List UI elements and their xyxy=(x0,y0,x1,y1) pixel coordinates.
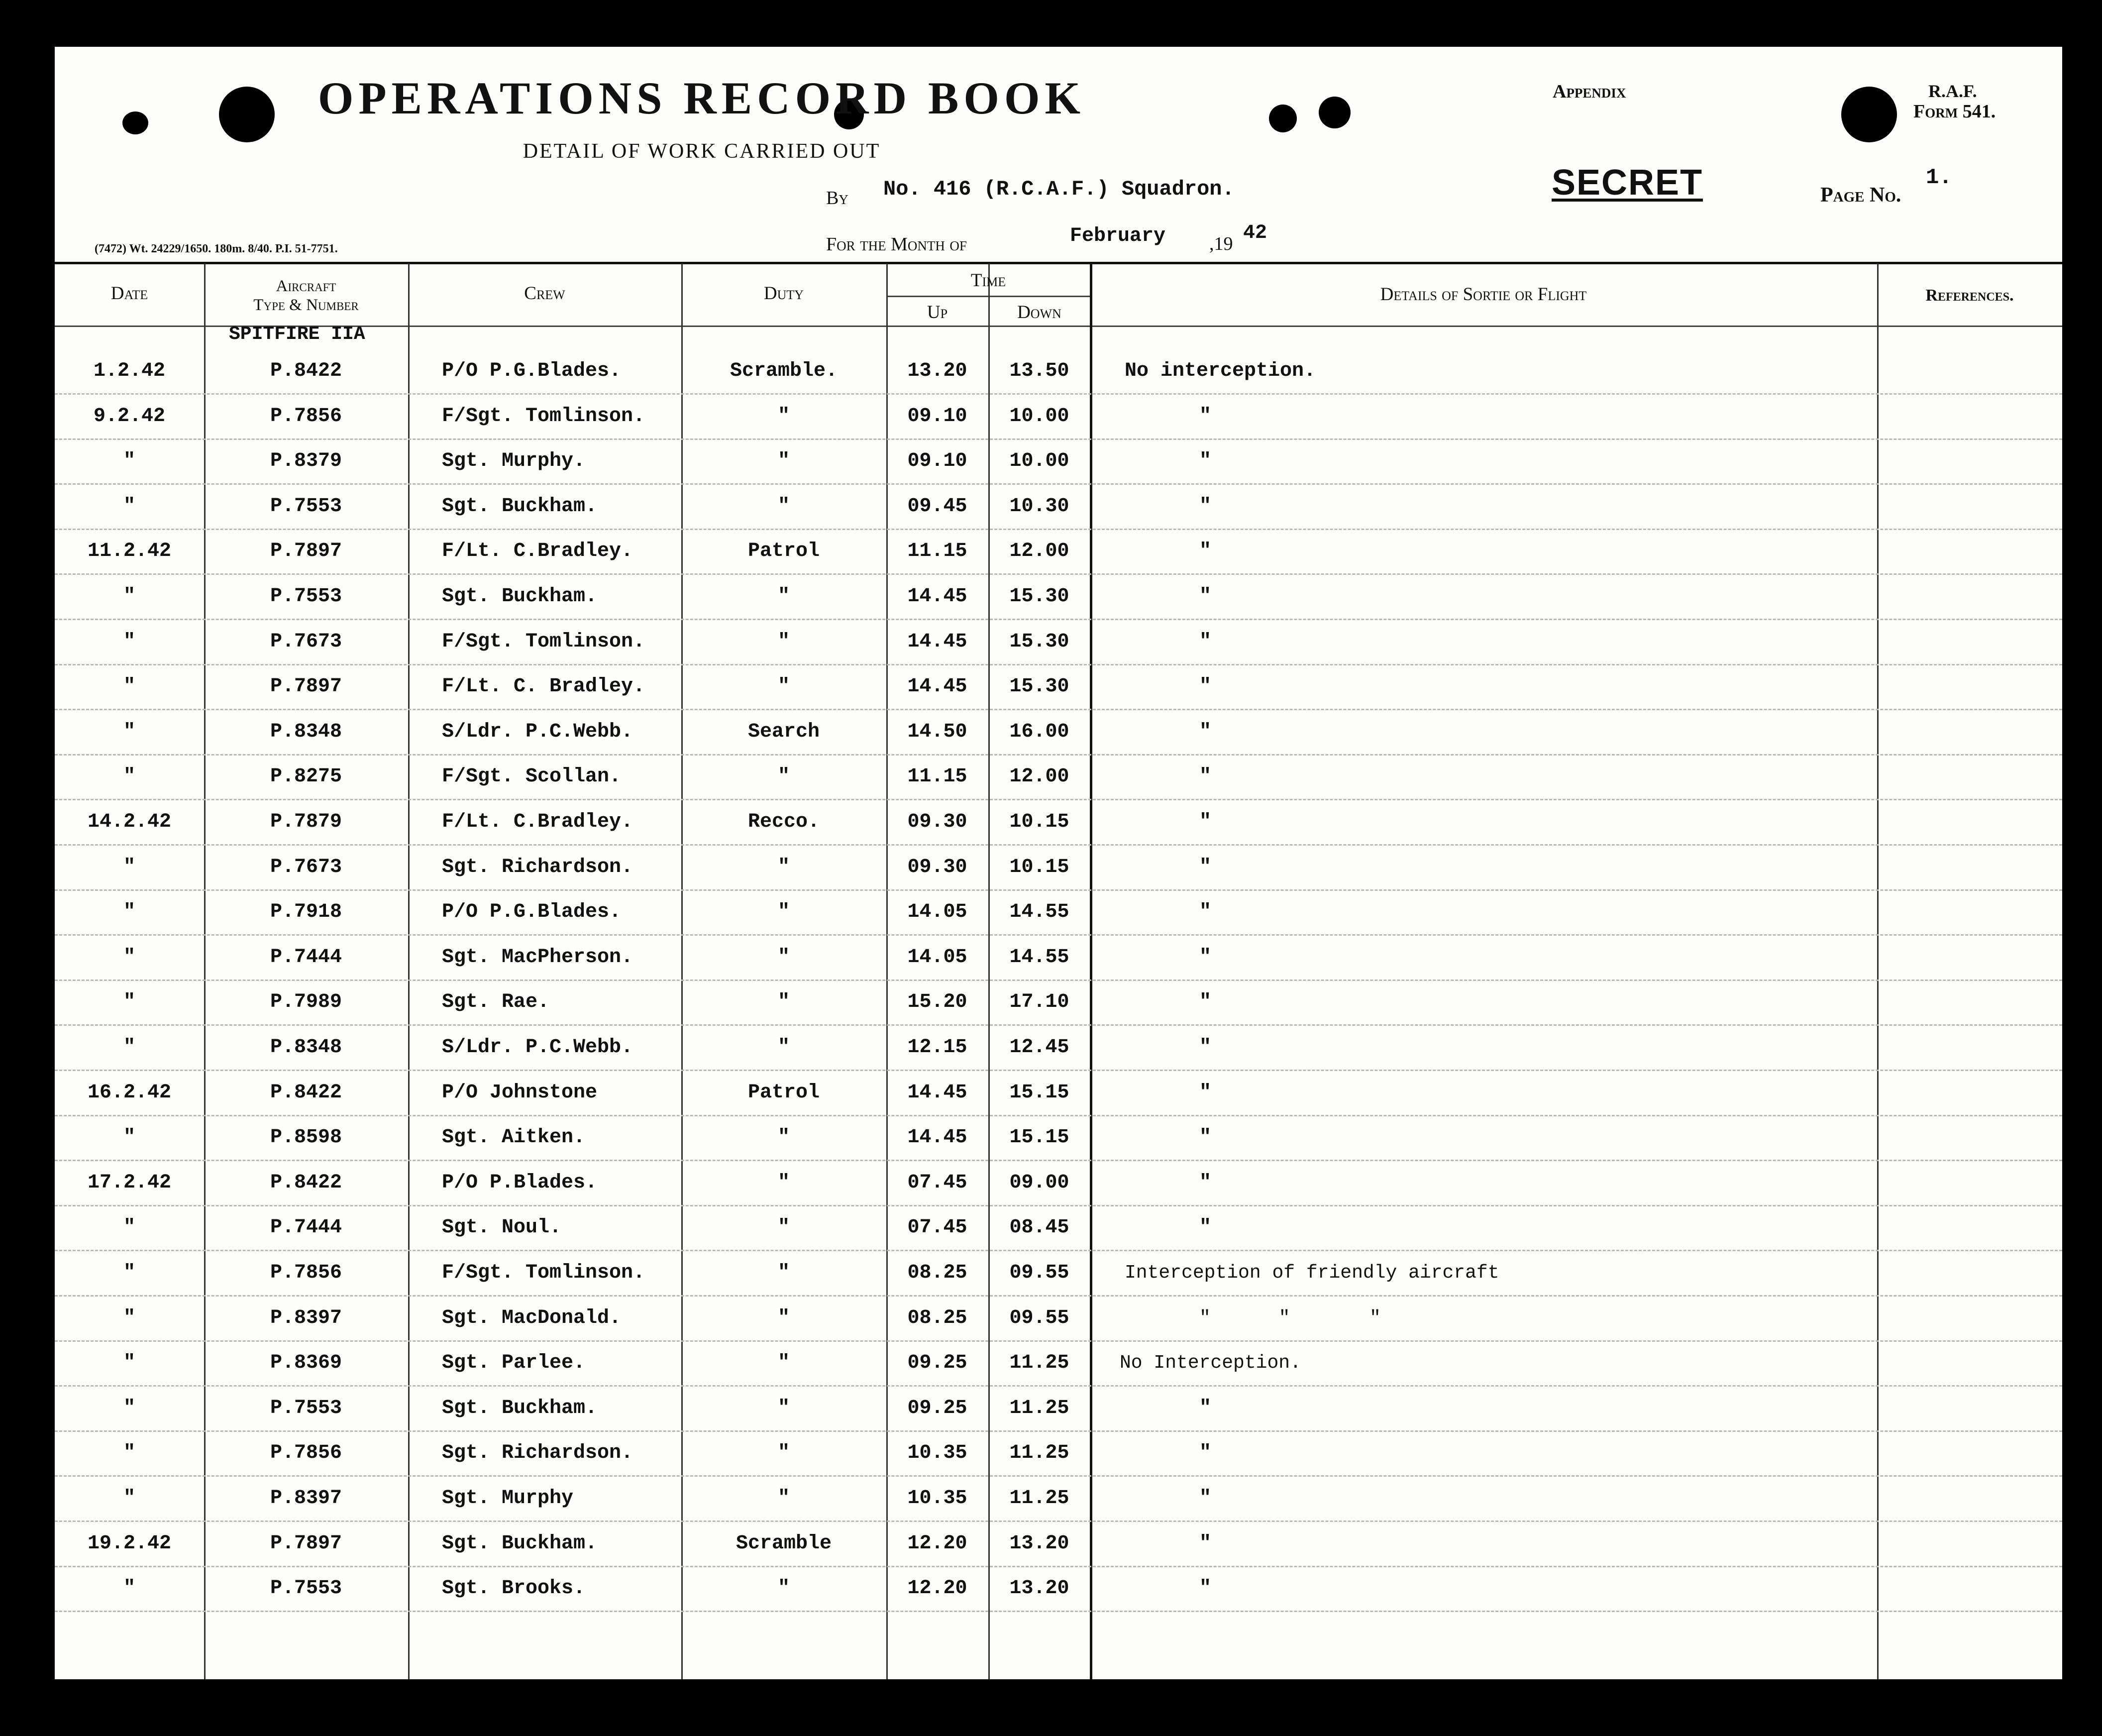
table-row xyxy=(55,1206,2062,1251)
time-down-cell: 09.55 xyxy=(1009,1262,1069,1284)
time-down-cell: 10.00 xyxy=(1009,405,1069,428)
crew-cell: Sgt. Murphy xyxy=(442,1487,574,1510)
duty-cell: " xyxy=(777,1487,790,1510)
print-reference: (7472) Wt. 24229/1650. 180m. 8/40. P.I. 51-7751. xyxy=(95,242,338,255)
date-cell: " xyxy=(123,450,135,472)
details-cell: " xyxy=(1199,585,1212,608)
time-up-cell: 14.45 xyxy=(907,631,967,653)
date-cell: " xyxy=(123,631,135,653)
time-down-cell: 11.25 xyxy=(1009,1352,1069,1374)
header-up: Up xyxy=(927,302,948,323)
details-cell: " xyxy=(1199,856,1212,878)
crew-cell: Sgt. MacDonald. xyxy=(442,1307,622,1329)
squadron-name: No. 416 (R.C.A.F.) Squadron. xyxy=(883,177,1235,201)
aircraft-number-cell: P.7673 xyxy=(270,856,342,878)
duty-cell: " xyxy=(777,1262,790,1284)
time-up-cell: 07.45 xyxy=(907,1172,967,1194)
time-down-cell: 15.30 xyxy=(1009,631,1069,653)
time-down-cell: 13.20 xyxy=(1009,1532,1069,1555)
crew-cell: Sgt. Murphy. xyxy=(442,450,586,472)
table-row xyxy=(55,755,2062,800)
time-down-cell: 10.15 xyxy=(1009,856,1069,878)
time-up-cell: 09.30 xyxy=(907,811,967,833)
date-cell: " xyxy=(123,721,135,743)
aircraft-number-cell: P.8369 xyxy=(270,1352,342,1374)
date-cell: 1.2.42 xyxy=(93,360,166,382)
duty-cell: " xyxy=(777,1397,790,1419)
duty-cell: Search xyxy=(747,721,820,743)
aircraft-number-cell: P.7897 xyxy=(270,540,342,562)
duty-cell: " xyxy=(777,901,790,923)
date-cell: " xyxy=(123,675,135,698)
table-row xyxy=(55,485,2062,530)
crew-cell: F/Sgt. Scollan. xyxy=(442,765,622,788)
date-cell: " xyxy=(123,765,135,788)
aircraft-number-cell: P.7444 xyxy=(270,1216,342,1239)
date-cell: " xyxy=(123,1307,135,1329)
time-up-cell: 15.20 xyxy=(907,991,967,1013)
details-cell: " xyxy=(1199,1577,1212,1600)
date-cell: " xyxy=(123,991,135,1013)
aircraft-number-cell: P.7553 xyxy=(270,1577,342,1600)
aircraft-number-cell: P.7879 xyxy=(270,811,342,833)
time-down-cell: 12.45 xyxy=(1009,1036,1069,1059)
aircraft-number-cell: P.8422 xyxy=(270,1172,342,1194)
date-cell: 9.2.42 xyxy=(93,405,166,428)
crew-cell: Sgt. Parlee. xyxy=(442,1352,586,1374)
table-row xyxy=(55,1071,2062,1116)
date-cell: " xyxy=(123,1577,135,1600)
crew-cell: Sgt. Aitken. xyxy=(442,1126,586,1149)
time-up-cell: 14.05 xyxy=(907,946,967,969)
table-row xyxy=(55,800,2062,846)
date-cell: " xyxy=(123,1036,135,1059)
details-cell: No Interception. xyxy=(1120,1352,1301,1374)
details-cell: " xyxy=(1199,901,1212,923)
aircraft-number-cell: P.7553 xyxy=(270,585,342,608)
duty-cell: Scramble xyxy=(736,1532,832,1555)
details-cell: " xyxy=(1199,540,1212,562)
date-cell: " xyxy=(123,585,135,608)
crew-cell: Sgt. Rae. xyxy=(442,991,550,1013)
aircraft-type: SPITFIRE IIA xyxy=(229,324,365,345)
crew-cell: S/Ldr. P.C.Webb. xyxy=(442,721,633,743)
time-down-cell: 15.15 xyxy=(1009,1126,1069,1149)
duty-cell: Recco. xyxy=(747,811,820,833)
table-row xyxy=(55,1297,2062,1342)
header-crew: Crew xyxy=(524,283,565,304)
duty-cell: " xyxy=(777,405,790,428)
date-cell: 17.2.42 xyxy=(87,1172,172,1194)
aircraft-number-cell: P.7897 xyxy=(270,675,342,698)
table-row xyxy=(55,1251,2062,1297)
date-cell: " xyxy=(123,856,135,878)
details-cell: " xyxy=(1199,1216,1212,1239)
year-prefix: ,19 xyxy=(1209,233,1233,254)
table-row xyxy=(55,1161,2062,1206)
table-row xyxy=(55,349,2062,395)
time-down-cell: 17.10 xyxy=(1009,991,1069,1013)
time-down-cell: 12.00 xyxy=(1009,540,1069,562)
date-cell: " xyxy=(123,901,135,923)
time-down-cell: 16.00 xyxy=(1009,721,1069,743)
time-down-cell: 09.55 xyxy=(1009,1307,1069,1329)
table-row xyxy=(55,439,2062,485)
header-duty: Duty xyxy=(763,283,804,304)
aircraft-number-cell: P.7989 xyxy=(270,991,342,1013)
crew-cell: P/O P.Blades. xyxy=(442,1172,598,1194)
header-details: Details of Sortie or Flight xyxy=(1380,284,1587,305)
crew-cell: F/Sgt. Tomlinson. xyxy=(442,631,645,653)
aircraft-number-cell: P.8348 xyxy=(270,721,342,743)
time-down-cell: 10.15 xyxy=(1009,811,1069,833)
punch-hole-right xyxy=(1841,87,1897,142)
duty-cell: " xyxy=(777,991,790,1013)
table-row xyxy=(55,1431,2062,1477)
time-up-cell: 09.30 xyxy=(907,856,967,878)
details-cell: " xyxy=(1199,1082,1212,1104)
aircraft-number-cell: P.7918 xyxy=(270,901,342,923)
table-row xyxy=(55,395,2062,440)
time-down-cell: 10.30 xyxy=(1009,495,1069,518)
crew-cell: Sgt. MacPherson. xyxy=(442,946,633,969)
crew-cell: F/Lt. C.Bradley. xyxy=(442,540,633,562)
duty-cell: " xyxy=(777,1036,790,1059)
duty-cell: " xyxy=(777,1577,790,1600)
date-cell: 19.2.42 xyxy=(87,1532,172,1555)
aircraft-number-cell: P.7444 xyxy=(270,946,342,969)
details-cell: " xyxy=(1199,765,1212,788)
time-down-cell: 10.00 xyxy=(1009,450,1069,472)
duty-cell: " xyxy=(777,585,790,608)
duty-cell: " xyxy=(777,765,790,788)
header-aircraft-line2: Type & Number xyxy=(253,296,359,314)
details-cell: " xyxy=(1199,495,1212,518)
aircraft-number-cell: P.8275 xyxy=(270,765,342,788)
details-cell: " xyxy=(1199,1036,1212,1059)
duty-cell: Scramble. xyxy=(730,360,838,382)
table-row xyxy=(55,1567,2062,1612)
time-up-cell: 10.35 xyxy=(907,1442,967,1464)
aircraft-number-cell: P.8348 xyxy=(270,1036,342,1059)
details-cell: " xyxy=(1199,675,1212,698)
table-row xyxy=(55,575,2062,620)
page-number-value: 1. xyxy=(1926,165,1952,190)
duty-cell: Patrol xyxy=(747,1082,820,1104)
secret-stamp: SECRET xyxy=(1552,163,1703,203)
details-cell: Interception of friendly aircraft xyxy=(1125,1262,1499,1284)
time-up-cell: 11.15 xyxy=(907,540,967,562)
table-row xyxy=(55,1341,2062,1387)
time-up-cell: 14.45 xyxy=(907,675,967,698)
details-cell: " " " xyxy=(1199,1307,1381,1329)
aircraft-number-cell: P.8422 xyxy=(270,360,342,382)
header-aircraft xyxy=(204,277,408,315)
time-down-cell: 15.15 xyxy=(1009,1082,1069,1104)
details-cell: " xyxy=(1199,811,1212,833)
table-row xyxy=(55,1522,2062,1567)
crew-cell: Sgt. Noul. xyxy=(442,1216,562,1239)
table-row xyxy=(55,1116,2062,1161)
date-cell: " xyxy=(123,1442,135,1464)
time-up-cell: 14.45 xyxy=(907,1126,967,1149)
crew-cell: F/Lt. C.Bradley. xyxy=(442,811,633,833)
time-up-cell: 08.25 xyxy=(907,1307,967,1329)
crew-cell: F/Lt. C. Bradley. xyxy=(442,675,645,698)
duty-cell: " xyxy=(777,1172,790,1194)
time-up-cell: 14.05 xyxy=(907,901,967,923)
month-value: February xyxy=(1070,225,1166,247)
table-row xyxy=(55,530,2062,575)
details-cell: " xyxy=(1199,631,1212,653)
time-down-cell: 12.00 xyxy=(1009,765,1069,788)
table-row xyxy=(55,1477,2062,1522)
time-down-cell: 14.55 xyxy=(1009,901,1069,923)
time-up-cell: 09.45 xyxy=(907,495,967,518)
duty-cell: " xyxy=(777,495,790,518)
header-top-rule xyxy=(55,262,2062,264)
time-down-cell: 15.30 xyxy=(1009,675,1069,698)
table-row xyxy=(55,846,2062,891)
crew-cell: S/Ldr. P.C.Webb. xyxy=(442,1036,633,1059)
details-cell: " xyxy=(1199,1397,1212,1419)
details-cell: " xyxy=(1199,1172,1212,1194)
details-cell: " xyxy=(1199,405,1212,428)
date-cell: " xyxy=(123,1126,135,1149)
aircraft-number-cell: P.7553 xyxy=(270,495,342,518)
year-prefix-digits: 19 xyxy=(1214,233,1233,254)
time-down-cell: 11.25 xyxy=(1009,1397,1069,1419)
raf-label: R.A.F. xyxy=(1928,81,1977,101)
time-up-cell: 09.10 xyxy=(907,450,967,472)
date-cell: " xyxy=(123,495,135,518)
aircraft-number-cell: P.7856 xyxy=(270,1262,342,1284)
crew-cell: Sgt. Buckham. xyxy=(442,495,598,518)
date-cell: 14.2.42 xyxy=(87,811,172,833)
crew-cell: F/Sgt. Tomlinson. xyxy=(442,405,645,428)
time-down-cell: 14.55 xyxy=(1009,946,1069,969)
duty-cell: " xyxy=(777,1442,790,1464)
crew-cell: P/O Johnstone xyxy=(442,1082,598,1104)
crew-cell: Sgt. Buckham. xyxy=(442,1397,598,1419)
time-up-cell: 07.45 xyxy=(907,1216,967,1239)
aircraft-number-cell: P.8379 xyxy=(270,450,342,472)
month-label: For the Month of xyxy=(826,234,967,255)
date-cell: " xyxy=(123,1487,135,1510)
appendix-label: Appendix xyxy=(1553,81,1626,102)
crew-cell: Sgt. Richardson. xyxy=(442,856,633,878)
header-aircraft-line1: Aircraft xyxy=(276,277,336,295)
crew-cell: Sgt. Buckham. xyxy=(442,585,598,608)
details-cell: " xyxy=(1199,721,1212,743)
table-row xyxy=(55,890,2062,936)
duty-cell: " xyxy=(777,856,790,878)
duty-cell: " xyxy=(777,1352,790,1374)
by-label: By xyxy=(826,188,848,209)
details-cell: " xyxy=(1199,1442,1212,1464)
time-down-cell: 11.25 xyxy=(1009,1487,1069,1510)
time-down-cell: 08.45 xyxy=(1009,1216,1069,1239)
duty-cell: Patrol xyxy=(747,540,820,562)
page-title: OPERATIONS RECORD BOOK xyxy=(317,73,1086,123)
aircraft-number-cell: P.7673 xyxy=(270,631,342,653)
time-up-cell: 14.45 xyxy=(907,1082,967,1104)
date-cell: " xyxy=(123,946,135,969)
aircraft-number-cell: P.8422 xyxy=(270,1082,342,1104)
crew-cell: Sgt. Buckham. xyxy=(442,1532,598,1555)
aircraft-number-cell: P.7856 xyxy=(270,1442,342,1464)
date-cell: " xyxy=(123,1352,135,1374)
crew-cell: F/Sgt. Tomlinson. xyxy=(442,1262,645,1284)
header-references: References. xyxy=(1925,286,2014,305)
details-cell: No interception. xyxy=(1125,360,1316,382)
header-time: Time xyxy=(970,270,1006,291)
page-number-label: Page No. xyxy=(1820,184,1901,207)
year-suffix: 42 xyxy=(1243,222,1267,244)
time-up-cell: 11.15 xyxy=(907,765,967,788)
table-row xyxy=(55,1026,2062,1071)
time-down-cell: 13.50 xyxy=(1009,360,1069,382)
crew-cell: P/O P.G.Blades. xyxy=(442,901,622,923)
aircraft-number-cell: P.7553 xyxy=(270,1397,342,1419)
date-cell: " xyxy=(123,1262,135,1284)
time-up-cell: 14.45 xyxy=(907,585,967,608)
duty-cell: " xyxy=(777,1126,790,1149)
duty-cell: " xyxy=(777,450,790,472)
details-cell: " xyxy=(1199,991,1212,1013)
header-down: Down xyxy=(1017,302,1061,323)
duty-cell: " xyxy=(777,946,790,969)
aircraft-number-cell: P.8397 xyxy=(270,1487,342,1510)
time-up-cell: 10.35 xyxy=(907,1487,967,1510)
time-up-cell: 09.10 xyxy=(907,405,967,428)
crew-cell: Sgt. Richardson. xyxy=(442,1442,633,1464)
table-row xyxy=(55,936,2062,981)
date-cell: " xyxy=(123,1216,135,1239)
table-row xyxy=(55,665,2062,710)
duty-cell: " xyxy=(777,631,790,653)
table-row xyxy=(55,710,2062,756)
crew-cell: Sgt. Brooks. xyxy=(442,1577,586,1600)
time-up-cell: 13.20 xyxy=(907,360,967,382)
date-cell: " xyxy=(123,1397,135,1419)
time-up-cell: 09.25 xyxy=(907,1352,967,1374)
form-number: Form 541. xyxy=(1913,101,1996,122)
date-cell: 16.2.42 xyxy=(87,1082,172,1104)
duty-cell: " xyxy=(777,1216,790,1239)
time-up-cell: 12.20 xyxy=(907,1577,967,1600)
header-date: Date xyxy=(110,283,148,304)
details-cell: " xyxy=(1199,1532,1212,1555)
aircraft-number-cell: P.7856 xyxy=(270,405,342,428)
aircraft-number-cell: P.8598 xyxy=(270,1126,342,1149)
time-down-cell: 15.30 xyxy=(1009,585,1069,608)
time-down-cell: 09.00 xyxy=(1009,1172,1069,1194)
page-subtitle: DETAIL OF WORK CARRIED OUT xyxy=(523,140,881,163)
table-row xyxy=(55,620,2062,665)
duty-cell: " xyxy=(777,675,790,698)
time-down-cell: 11.25 xyxy=(1009,1442,1069,1464)
time-up-cell: 14.50 xyxy=(907,721,967,743)
time-up-cell: 09.25 xyxy=(907,1397,967,1419)
details-cell: " xyxy=(1199,946,1212,969)
table-row xyxy=(55,1387,2062,1432)
aircraft-number-cell: P.7897 xyxy=(270,1532,342,1555)
crew-cell: P/O P.G.Blades. xyxy=(442,360,622,382)
duty-cell: " xyxy=(777,1307,790,1329)
aircraft-number-cell: P.8397 xyxy=(270,1307,342,1329)
details-cell: " xyxy=(1199,1487,1212,1510)
time-down-cell: 13.20 xyxy=(1009,1577,1069,1600)
record-sheet xyxy=(55,47,2062,1679)
table-row xyxy=(55,980,2062,1026)
time-up-cell: 08.25 xyxy=(907,1262,967,1284)
details-cell: " xyxy=(1199,1126,1212,1149)
details-cell: " xyxy=(1199,450,1212,472)
time-up-cell: 12.15 xyxy=(907,1036,967,1059)
time-up-cell: 12.20 xyxy=(907,1532,967,1555)
date-cell: 11.2.42 xyxy=(87,540,172,562)
